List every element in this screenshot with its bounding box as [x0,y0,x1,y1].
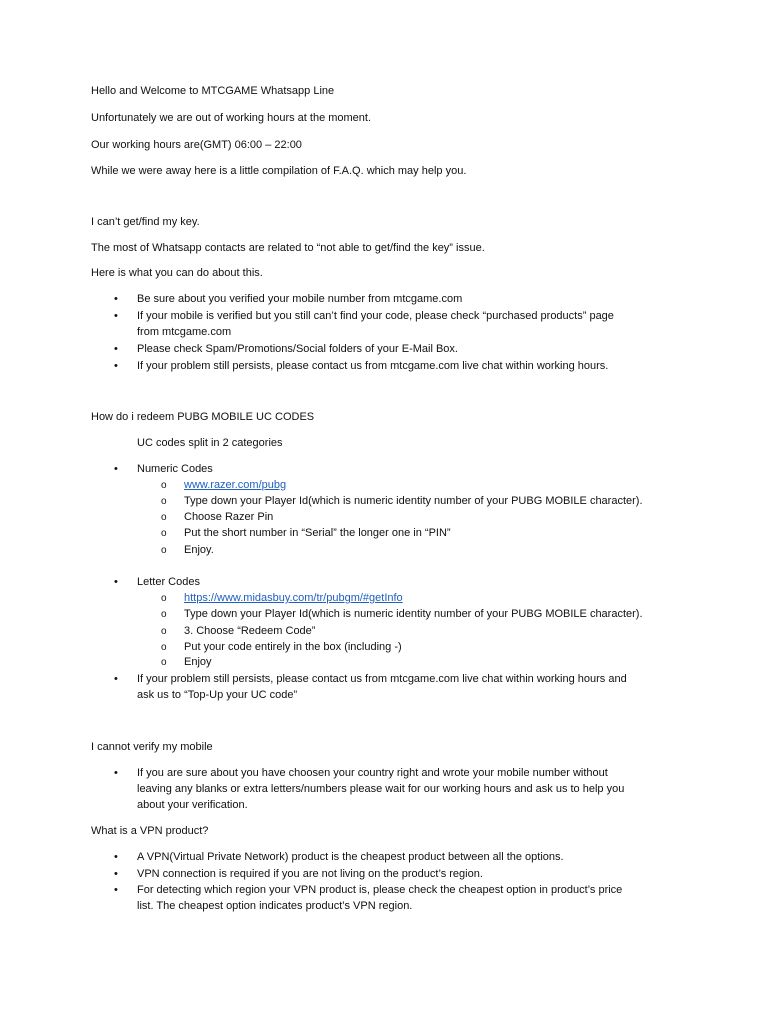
razer-link[interactable]: www.razer.com/pubg [184,479,287,491]
bullet-glyph: • [114,343,118,355]
faq-note-text: While we were away here is a little compilation of F.A.Q. which may help you. [91,165,467,177]
list-item-continuation: from mtcgame.com [137,326,232,338]
list-item: Please check Spam/Promotions/Social folders of your E-Mail Box. [137,343,458,355]
bullet-glyph: • [114,293,118,305]
list-item: A VPN(Virtual Private Network) product is the cheapest product between all the options. [137,851,564,863]
bullet-glyph: • [114,576,118,588]
list-item: Enjoy [184,656,212,668]
key-section-para2: Here is what you can do about this. [91,267,263,279]
out-of-hours-text: Unfortunately we are out of working hours at the moment. [91,112,372,124]
list-item-continuation: leaving any blanks or extra letters/numbers please wait for our working hours and ask us to help you [137,783,625,795]
bullet-glyph: • [114,851,118,863]
bullet-glyph: • [114,463,118,475]
list-item: If your problem still persists, please contact us from mtcgame.com live chat within working hours. [137,360,609,372]
numeric-codes-title: Numeric Codes [137,463,213,475]
list-item: Put the short number in “Serial” the longer one in “PIN” [184,527,451,539]
list-item: 3. Choose “Redeem Code” [184,625,316,637]
verify-section-heading: I cannot verify my mobile [91,741,213,753]
midasbuy-link[interactable]: https://www.midasbuy.com/tr/pubgm/#getInfo [184,592,403,604]
bullet-glyph: • [114,360,118,372]
list-item: Enjoy. [184,544,214,556]
list-item: If your problem still persists, please contact us from mtcgame.com live chat within working hours and [137,673,627,685]
list-item: For detecting which region your VPN product is, please check the cheapest option in product’s price [137,884,623,896]
list-item-continuation: about your verification. [137,799,248,811]
list-item: Type down your Player Id(which is numeric identity number of your PUBG MOBILE character). [184,608,643,620]
key-section-para1: The most of Whatsapp contacts are related to “not able to get/find the key” issue. [91,242,485,254]
pubg-section-heading: How do i redeem PUBG MOBILE UC CODES [91,411,315,423]
bullet-glyph: • [114,868,118,880]
bullet-glyph: • [114,673,118,685]
list-item: Be sure about you verified your mobile number from mtcgame.com [137,293,463,305]
list-item: If your mobile is verified but you still can’t find your code, please check “purchased products” page [137,310,614,322]
sub-bullet-glyph: o [161,512,167,523]
list-item-continuation: ask us to “Top-Up your UC code” [137,689,298,701]
sub-bullet-glyph: o [161,626,167,637]
sub-bullet-glyph: o [161,545,167,556]
vpn-section-heading: What is a VPN product? [91,825,209,837]
bullet-glyph: • [114,767,118,779]
list-item: VPN connection is required if you are not living on the product’s region. [137,868,483,880]
letter-codes-title: Letter Codes [137,576,200,588]
list-item: If you are sure about you have choosen your country right and wrote your mobile number without [137,767,608,779]
sub-bullet-glyph: o [161,496,167,507]
list-item: Type down your Player Id(which is numeric identity number of your PUBG MOBILE character). [184,495,643,507]
sub-bullet-glyph: o [161,480,167,491]
list-item: Put your code entirely in the box (including -) [184,641,402,653]
sub-bullet-glyph: o [161,642,167,653]
bullet-glyph: • [114,310,118,322]
working-hours-text: Our working hours are(GMT) 06:00 – 22:00 [91,139,302,151]
pubg-section-subheading: UC codes split in 2 categories [137,437,283,449]
sub-bullet-glyph: o [161,593,167,604]
sub-bullet-glyph: o [161,609,167,620]
bullet-glyph: • [114,884,118,896]
list-item: Choose Razer Pin [184,511,274,523]
sub-bullet-glyph: o [161,657,167,668]
key-section-heading: I can’t get/find my key. [91,216,200,228]
list-item-continuation: list. The cheapest option indicates product’s VPN region. [137,900,413,912]
sub-bullet-glyph: o [161,528,167,539]
greeting-text: Hello and Welcome to MTCGAME Whatsapp Line [91,85,335,97]
